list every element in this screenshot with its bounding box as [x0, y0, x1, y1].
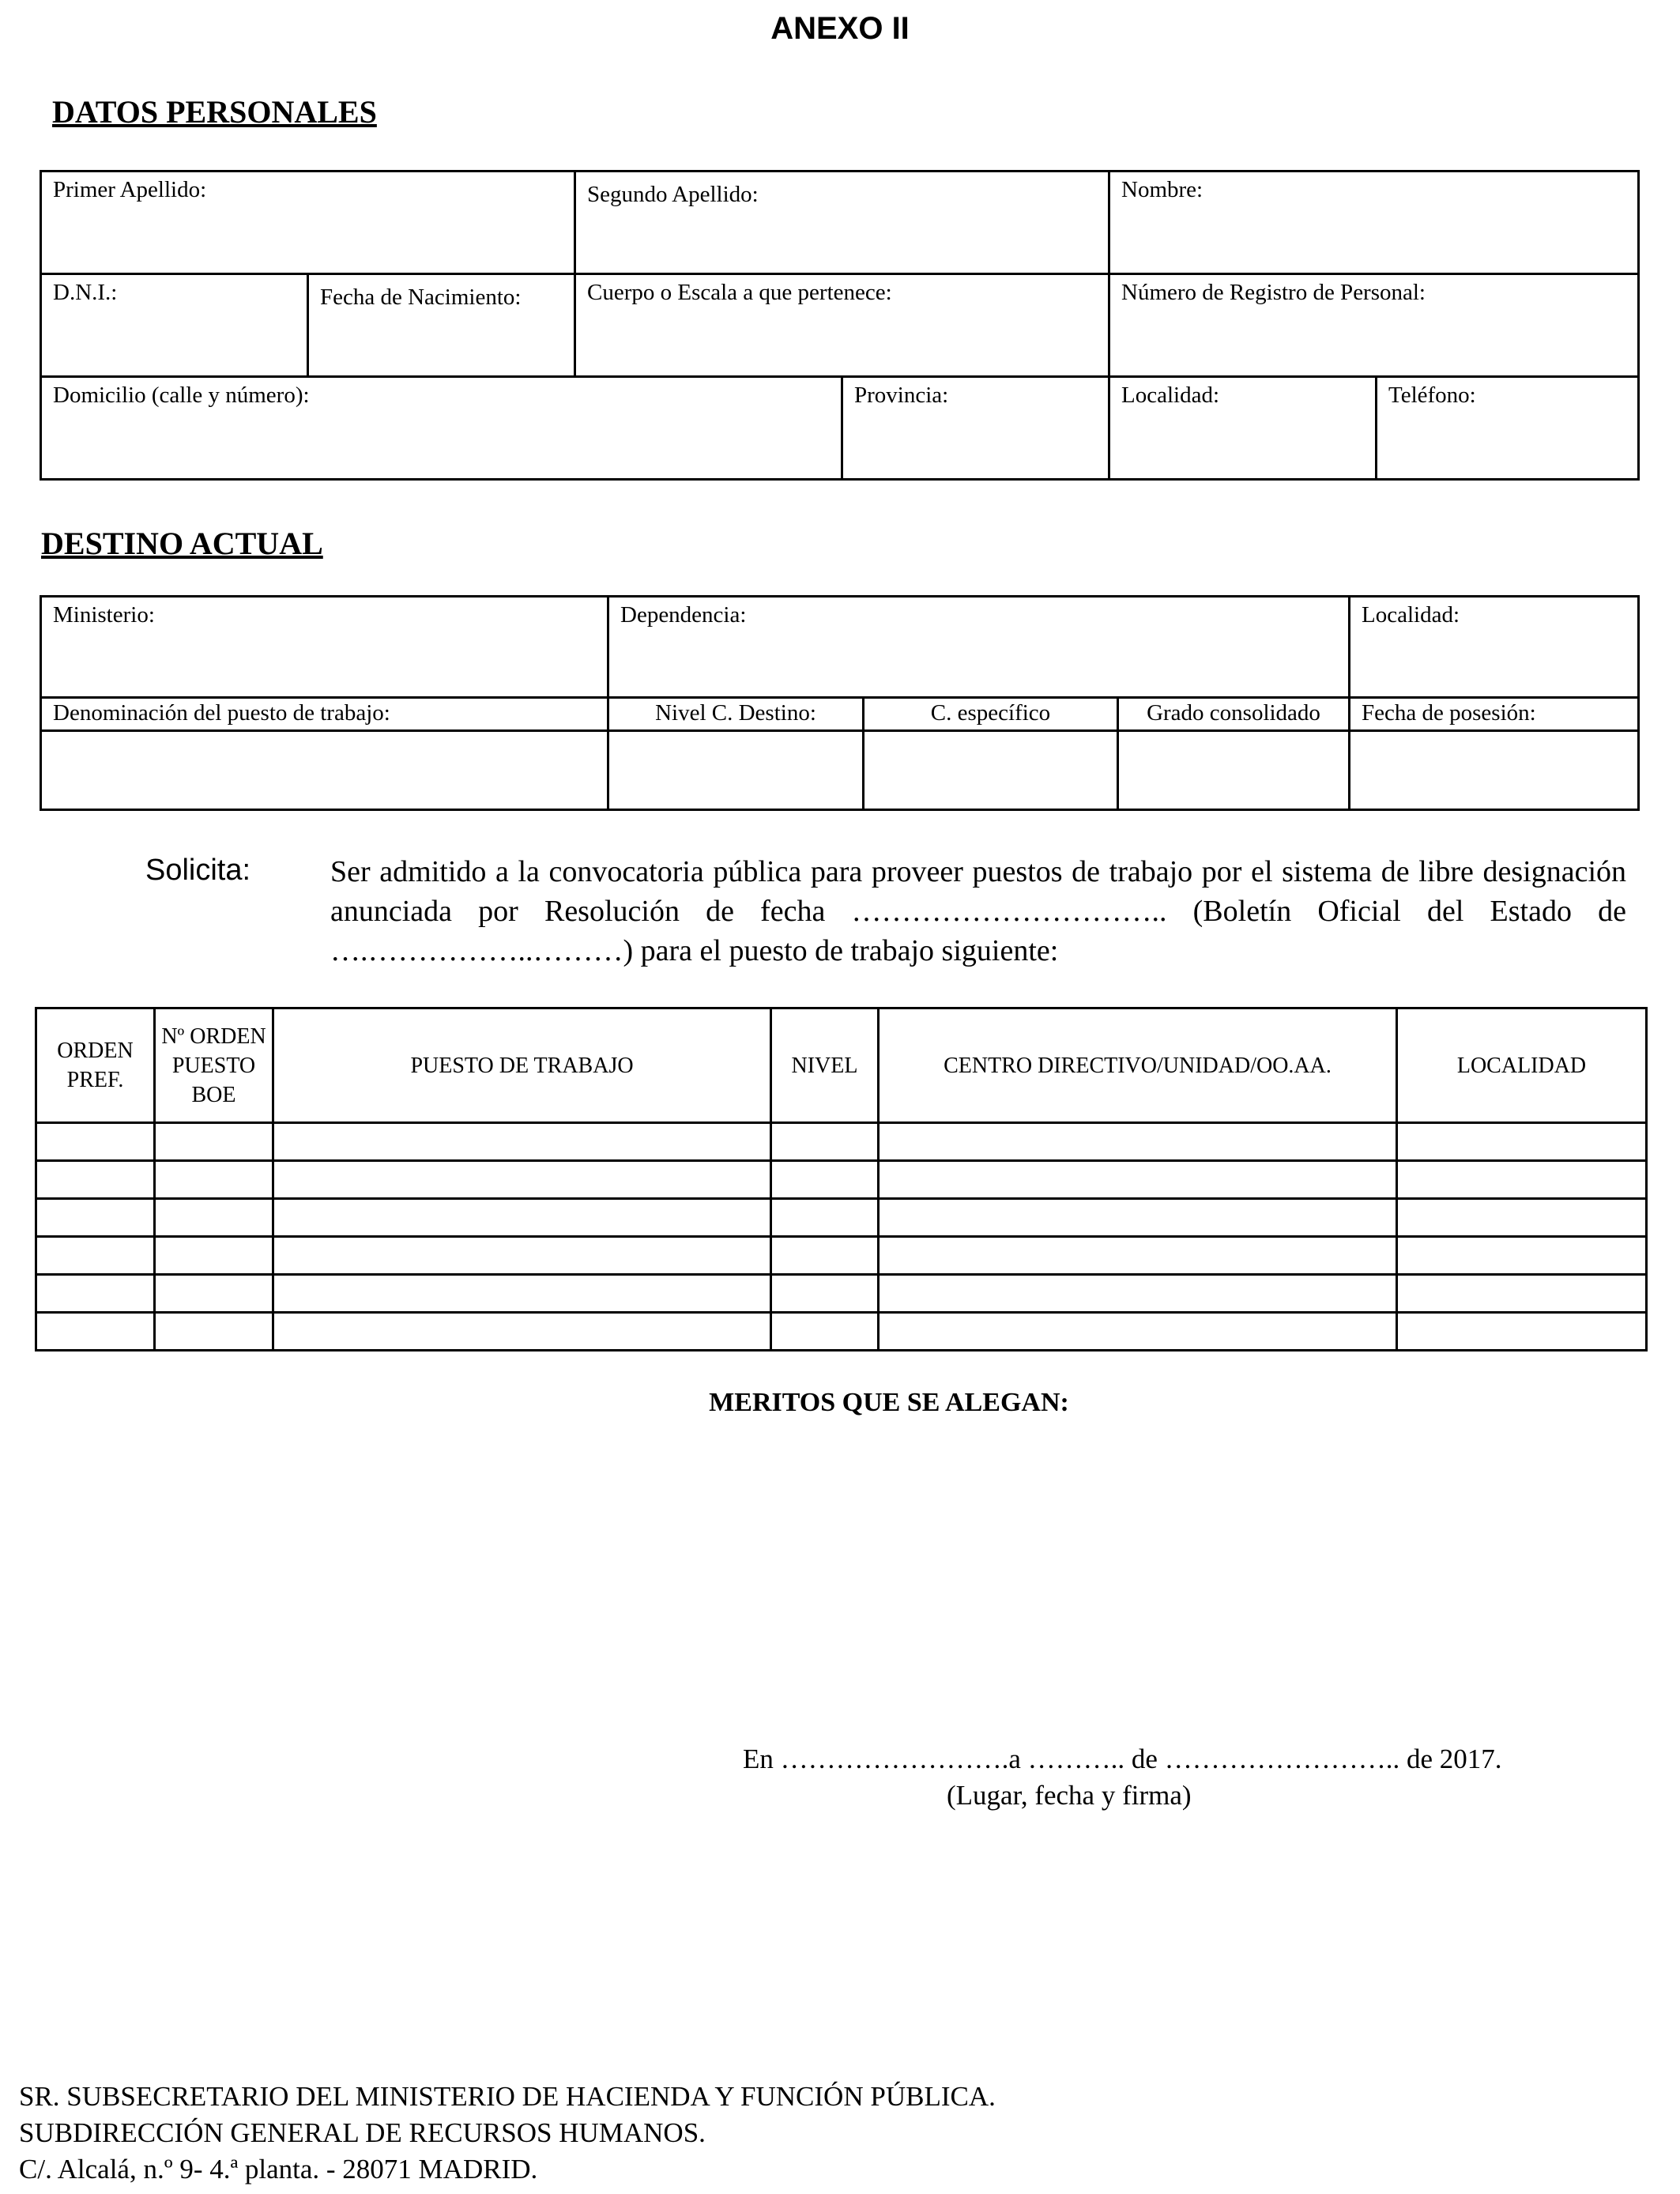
puestos-table	[35, 1007, 1648, 1351]
table-row	[36, 1161, 1647, 1199]
table-cell[interactable]	[771, 1199, 879, 1237]
table-cell[interactable]	[155, 1199, 273, 1237]
table-cell[interactable]	[273, 1199, 771, 1237]
table-cell[interactable]	[155, 1123, 273, 1161]
table-cell[interactable]	[155, 1313, 273, 1351]
segundo-apellido-field[interactable]	[575, 172, 1109, 274]
fecha-posesion-input[interactable]	[1350, 731, 1639, 810]
dni-field[interactable]	[41, 274, 308, 377]
nivel-destino-header: Nivel C. Destino:	[608, 698, 864, 731]
table-cell[interactable]	[879, 1123, 1397, 1161]
table-row	[36, 1275, 1647, 1313]
table-cell[interactable]	[36, 1237, 155, 1275]
ministerio-field[interactable]	[41, 597, 608, 698]
table-cell[interactable]	[771, 1123, 879, 1161]
cuerpo-escala-field[interactable]	[575, 274, 1109, 377]
table-cell[interactable]	[771, 1161, 879, 1199]
table-cell[interactable]	[273, 1313, 771, 1351]
footer-line-3: C/. Alcalá, n.º 9- 4.ª planta. - 28071 MADRID.	[19, 2154, 538, 2185]
header-localidad: LOCALIDAD	[1397, 1008, 1647, 1123]
table-cell[interactable]	[155, 1161, 273, 1199]
localidad-label: Localidad:	[1121, 383, 1220, 408]
telefono-field[interactable]	[1377, 377, 1639, 480]
table-cell[interactable]	[273, 1275, 771, 1313]
table-cell[interactable]	[1397, 1275, 1647, 1313]
table-cell[interactable]	[155, 1237, 273, 1275]
table-cell[interactable]	[36, 1275, 155, 1313]
c-especifico-header: C. específico	[864, 698, 1118, 731]
nombre-label: Nombre:	[1121, 177, 1203, 202]
table-cell[interactable]	[1397, 1237, 1647, 1275]
table-cell[interactable]	[879, 1199, 1397, 1237]
table-cell[interactable]	[36, 1313, 155, 1351]
table-cell[interactable]	[36, 1199, 155, 1237]
solicita-text: Ser admitido a la convocatoria pública para proveer puestos de trabajo por el sistema de libre designación anunciada por Resolución de fecha ………………………….. (Boletín Oficial del Estado de ….……………..………) para el puesto de trabajo siguiente:	[330, 855, 1626, 967]
table-cell[interactable]	[36, 1123, 155, 1161]
registro-personal-label: Número de Registro de Personal:	[1121, 280, 1426, 305]
provincia-field[interactable]	[842, 377, 1109, 480]
table-cell[interactable]	[1397, 1313, 1647, 1351]
table-cell[interactable]	[1397, 1123, 1647, 1161]
datos-personales-table	[40, 170, 1640, 481]
table-cell[interactable]	[879, 1237, 1397, 1275]
meritos-heading: MERITOS QUE SE ALEGAN:	[709, 1388, 1069, 1417]
table-cell[interactable]	[879, 1313, 1397, 1351]
table-cell[interactable]	[879, 1275, 1397, 1313]
table-row	[36, 1237, 1647, 1275]
nivel-destino-input[interactable]	[608, 731, 864, 810]
localidad-field[interactable]	[1109, 377, 1377, 480]
header-orden-pref: ORDEN PREF.	[36, 1008, 155, 1123]
grado-consolidado-header: Grado consolidado	[1118, 698, 1350, 731]
fecha-nacimiento-label: Fecha de Nacimiento:	[320, 285, 522, 310]
destino-actual-table	[40, 595, 1640, 811]
table-cell[interactable]	[1397, 1199, 1647, 1237]
denominacion-puesto-input[interactable]	[41, 731, 608, 810]
provincia-label: Provincia:	[854, 383, 949, 408]
primer-apellido-field[interactable]	[41, 172, 575, 274]
table-cell[interactable]	[273, 1123, 771, 1161]
table-row	[36, 1123, 1647, 1161]
datos-personales-heading: DATOS PERSONALES	[52, 94, 377, 130]
c-especifico-input[interactable]	[864, 731, 1118, 810]
table-row	[36, 1199, 1647, 1237]
cuerpo-escala-label: Cuerpo o Escala a que pertenece:	[587, 280, 892, 305]
ministerio-label: Ministerio:	[53, 602, 155, 628]
table-cell[interactable]	[155, 1275, 273, 1313]
table-cell[interactable]	[1397, 1161, 1647, 1199]
fecha-line: En …………………….a ……….. de …………………….. de 2017.	[743, 1744, 1502, 1774]
firma-caption: (Lugar, fecha y firma)	[947, 1780, 1192, 1811]
fecha-posesion-header: Fecha de posesión:	[1350, 698, 1639, 731]
document-title: ANEXO II	[770, 11, 910, 46]
nombre-field[interactable]	[1109, 172, 1639, 274]
header-puesto-trabajo: PUESTO DE TRABAJO	[273, 1008, 771, 1123]
header-orden-puesto-boe: Nº ORDEN PUESTO BOE	[155, 1008, 273, 1123]
denominacion-puesto-header: Denominación del puesto de trabajo:	[41, 698, 608, 731]
header-nivel: NIVEL	[771, 1008, 879, 1123]
primer-apellido-label: Primer Apellido:	[53, 177, 207, 202]
footer-line-1: SR. SUBSECRETARIO DEL MINISTERIO DE HACIENDA Y FUNCIÓN PÚBLICA.	[19, 2081, 996, 2112]
table-cell[interactable]	[36, 1161, 155, 1199]
localidad-destino-label: Localidad:	[1362, 602, 1460, 628]
localidad-destino-field[interactable]	[1350, 597, 1639, 698]
destino-actual-heading: DESTINO ACTUAL	[41, 526, 323, 561]
domicilio-label: Domicilio (calle y número):	[53, 383, 310, 408]
table-cell[interactable]	[771, 1237, 879, 1275]
dependencia-label: Dependencia:	[620, 602, 747, 628]
table-cell[interactable]	[273, 1161, 771, 1199]
domicilio-field[interactable]	[41, 377, 842, 480]
grado-consolidado-input[interactable]	[1118, 731, 1350, 810]
footer-line-2: SUBDIRECCIÓN GENERAL DE RECURSOS HUMANOS.	[19, 2117, 706, 2148]
solicita-label: Solicita:	[145, 854, 251, 887]
table-cell[interactable]	[771, 1313, 879, 1351]
table-cell[interactable]	[771, 1275, 879, 1313]
fecha-nacimiento-field[interactable]	[308, 274, 575, 377]
telefono-label: Teléfono:	[1388, 383, 1476, 408]
registro-personal-field[interactable]	[1109, 274, 1639, 377]
segundo-apellido-label: Segundo Apellido:	[587, 182, 759, 207]
table-cell[interactable]	[273, 1237, 771, 1275]
dependencia-field[interactable]	[608, 597, 1350, 698]
dni-label: D.N.I.:	[53, 280, 118, 305]
table-row	[36, 1313, 1647, 1351]
header-centro-directivo: CENTRO DIRECTIVO/UNIDAD/OO.AA.	[879, 1008, 1397, 1123]
table-cell[interactable]	[879, 1161, 1397, 1199]
